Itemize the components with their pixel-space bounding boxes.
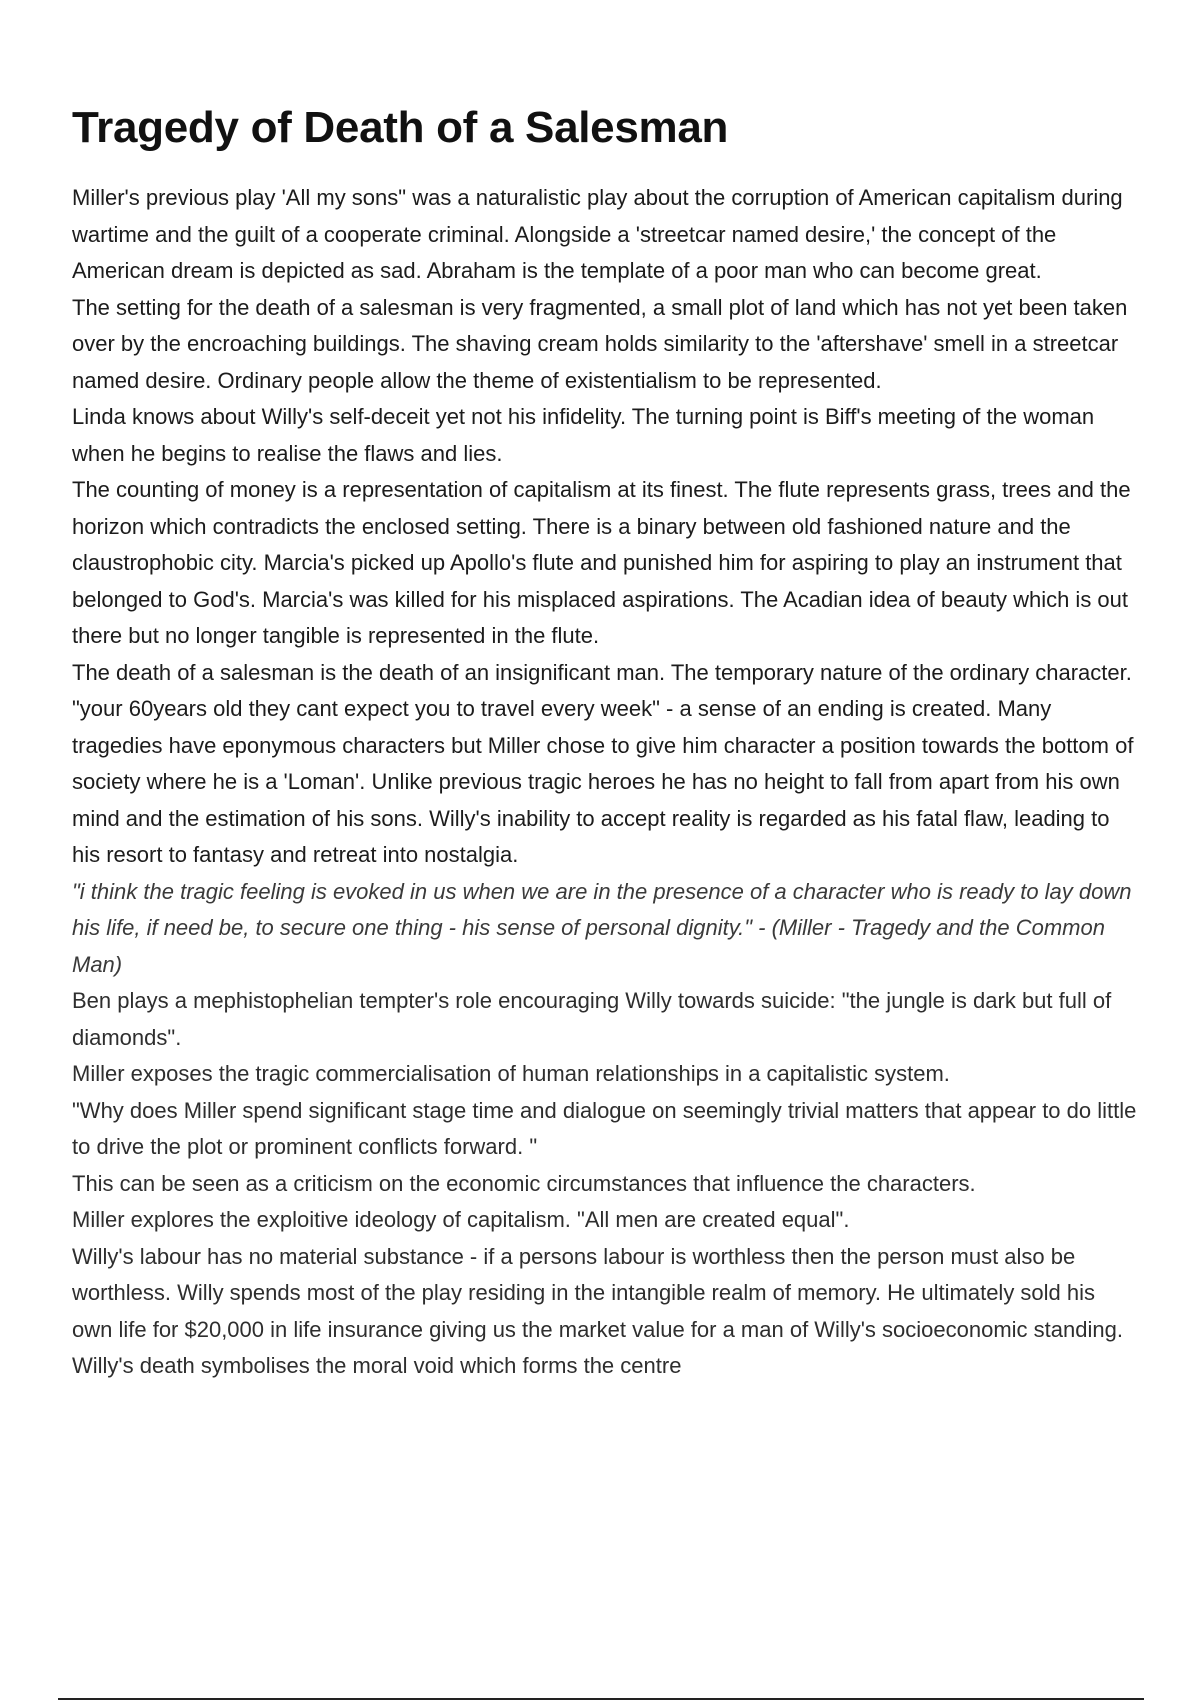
document-page	[72, 100, 1140, 1385]
document-body	[72, 180, 1140, 1385]
paragraph-all-my-sons: Miller's previous play 'All my sons" was a naturalistic play about the corruption of American capitalism during wartime and the guilt of a cooperate criminal. Alongside a 'streetcar named desire,' the concept of the American dream is depicted as sad. Abraham is the template of a poor man who can become great.	[72, 185, 1123, 283]
page-title: Tragedy of Death of a Salesman	[72, 103, 729, 152]
paragraph-sense-of-ending: "your 60years old they cant expect you to travel every week" - a sense of an ending is created. Many tragedies have eponymous characters but Miller chose to give him character a position towards the bottom of society where he is a 'Loman'. Unlike previous tragic heroes he has no height to fall from apart from his own mind and the estimation of his sons. Willy's inability to accept reality is regarded as his fatal flaw, leading to his resort to fantasy and retreat into nostalgia.	[72, 696, 1134, 867]
paragraph-trivial-matters: "Why does Miller spend significant stage time and dialogue on seemingly trivial matters that appear to do little to drive the plot or prominent conflicts forward. "	[72, 1097, 1137, 1159]
paragraph-commercialisation: Miller exposes the tragic commercialisation of human relationships in a capitalistic system.	[72, 1061, 950, 1086]
paragraph-setting: The setting for the death of a salesman is very fragmented, a small plot of land which has not yet been taken over by the encroaching buildings. The shaving cream holds similarity to the 'aftershave' smell in a streetcar named desire. Ordinary people allow the theme of existentialism to be represented.	[72, 294, 1128, 393]
paragraph-willy-labour: Willy's labour has no material substance - if a persons labour is worthless then the person must also be worthless. Willy spends most of the play residing in the intangible realm of memory. He ultimately sold his own life for $20,000 in life insurance giving us the market value for a man of Willy's socioeconomic standing. Willy's death symbolises the moral void which forms the centre	[72, 1243, 1123, 1378]
paragraph-ben: Ben plays a mephistophelian tempter's role encouraging Willy towards suicide: "the jungle is dark but full of diamonds".	[72, 988, 1112, 1050]
paragraph-miller-quote: "i think the tragic feeling is evoked in us when we are in the presence of a character who is ready to lay down his life, if need be, to secure one thing - his sense of personal dignity." - (Miller - Tragedy and the Common Man)	[72, 878, 1132, 977]
paragraph-linda: Linda knows about Willy's self-deceit yet not his infidelity. The turning point is Biff's meeting of the woman when he begins to realise the flaws and lies.	[72, 404, 1095, 466]
paragraph-insignificant-man: The death of a salesman is the death of an insignificant man. The temporary nature of the ordinary character.	[72, 659, 1132, 685]
paragraph-economic-criticism: This can be seen as a criticism on the economic circumstances that influence the characters.	[72, 1170, 976, 1196]
paragraph-exploitive-ideology: Miller explores the exploitive ideology of capitalism. "All men are created equal".	[72, 1207, 850, 1232]
paragraph-flute: The counting of money is a representation of capitalism at its finest. The flute represents grass, trees and the horizon which contradicts the enclosed setting. There is a binary between old fashioned nature and the claustrophobic city. Marcia's picked up Apollo's flute and punished him for aspiring to play an instrument that belonged to God's. Marcia's was killed for his misplaced aspirations. The Acadian idea of beauty which is out there but no longer tangible is represented in the flute.	[72, 477, 1131, 648]
